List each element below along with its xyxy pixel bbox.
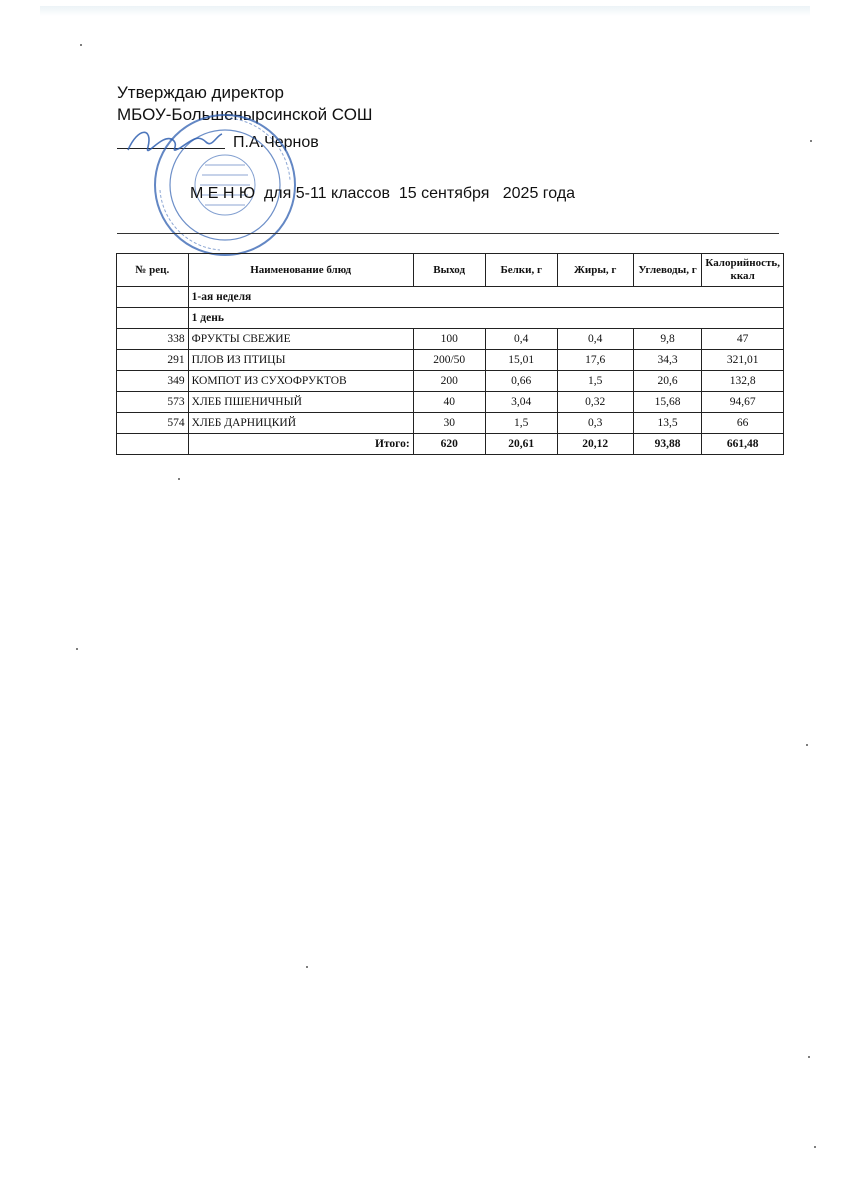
fat-value: 0,3 [557,413,633,434]
fat-value: 1,5 [557,371,633,392]
approval-line: Утверждаю директор [117,83,285,102]
yield-value: 200/50 [413,350,485,371]
yield-value: 100 [413,329,485,350]
carbs-value: 9,8 [633,329,702,350]
calories-value: 66 [702,413,784,434]
table-row [117,392,784,413]
school-name: МБОУ-Большенырсинской СОШ [117,105,373,124]
scan-speck [80,44,82,46]
calories-value: 94,67 [702,392,784,413]
dish-name: ХЛЕБ ДАРНИЦКИЙ [188,413,413,434]
recipe-number: 338 [117,329,189,350]
recipe-number: 574 [117,413,189,434]
fat-value: 0,4 [557,329,633,350]
recipe-number: 349 [117,371,189,392]
total-protein: 20,61 [485,434,557,455]
protein-value: 3,04 [485,392,557,413]
scan-speck [76,648,78,650]
col-calories: Калорийность, ккал [702,254,784,287]
fat-value: 0,32 [557,392,633,413]
calories-value: 321,01 [702,350,784,371]
calories-value: 132,8 [702,371,784,392]
table-row [117,329,784,350]
col-protein: Белки, г [485,254,557,287]
scan-speck [808,1056,810,1058]
calories-value: 47 [702,329,784,350]
col-fat: Жиры, г [557,254,633,287]
protein-value: 0,66 [485,371,557,392]
total-label: Итого: [188,434,413,455]
carbs-value: 13,5 [633,413,702,434]
yield-value: 40 [413,392,485,413]
scan-edge [40,6,810,16]
table-row [117,413,784,434]
week-label: 1-ая неделя [188,287,783,308]
total-carbs: 93,88 [633,434,702,455]
carbs-value: 15,68 [633,392,702,413]
yield-value: 200 [413,371,485,392]
total-calories: 661,48 [702,434,784,455]
col-dish-name: Наименование блюд [188,254,413,287]
col-yield: Выход [413,254,485,287]
scan-speck [814,1146,816,1148]
table-row [117,350,784,371]
scan-speck [178,478,180,480]
dish-name: КОМПОТ ИЗ СУХОФРУКТОВ [188,371,413,392]
protein-value: 0,4 [485,329,557,350]
carbs-value: 20,6 [633,371,702,392]
recipe-number: 573 [117,392,189,413]
total-row [117,434,784,455]
dish-name: ХЛЕБ ПШЕНИЧНЫЙ [188,392,413,413]
protein-value: 1,5 [485,413,557,434]
day-row [117,308,784,329]
yield-value: 30 [413,413,485,434]
menu-table [116,253,784,455]
scan-speck [806,744,808,746]
scan-speck [306,966,308,968]
header-rule [117,233,779,234]
col-recipe-number: № рец. [117,254,189,287]
recipe-number: 291 [117,350,189,371]
table-row [117,371,784,392]
carbs-value: 34,3 [633,350,702,371]
director-name: П.А.Чернов [233,134,319,151]
dish-name: ПЛОВ ИЗ ПТИЦЫ [188,350,413,371]
col-carbs: Углеводы, г [633,254,702,287]
scan-speck [810,140,812,142]
week-row [117,287,784,308]
total-yield: 620 [413,434,485,455]
day-label: 1 день [188,308,783,329]
total-fat: 20,12 [557,434,633,455]
fat-value: 17,6 [557,350,633,371]
table-header-row [117,254,784,287]
protein-value: 15,01 [485,350,557,371]
dish-name: ФРУКТЫ СВЕЖИЕ [188,329,413,350]
menu-title: М Е Н Ю для 5-11 классов 15 сентября 2025 года [190,185,576,202]
